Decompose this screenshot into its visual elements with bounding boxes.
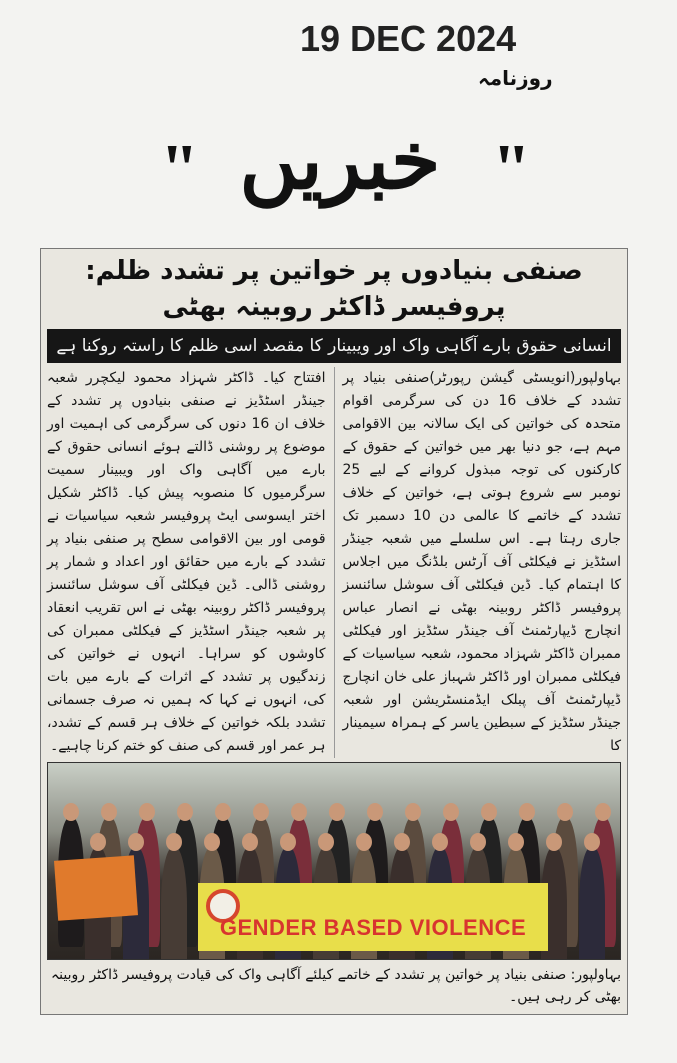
article-line: ڈاکٹر روبینہ بھٹی نے انصار عباس انچارج ڈیپارٹمنٹ <box>342 600 622 639</box>
crowd-person-head <box>443 803 459 821</box>
publication-date: 19 DEC 2024 <box>300 18 517 59</box>
crowd-person-head <box>90 833 106 851</box>
article-line: اہتمام کیا۔ ڈین فیکلٹی آف سوشل سائنسز پروفیسر <box>342 577 621 616</box>
article-line: آف جینڈر سٹڈیز اور فیکلٹی ممبران ڈاکٹر شہزاد محمود، <box>342 623 621 662</box>
crowd-person-head <box>204 833 220 851</box>
article-line: تشدد کے خلاف 16 دن کی سرگرمی اقوام متحدہ کی <box>342 393 621 432</box>
crowd-person <box>579 847 605 960</box>
placard <box>54 855 138 920</box>
article-line: پر شعبہ جینڈر اسٹڈیز کے فیکلٹی ممبران کی کاوشوں کو <box>47 623 326 662</box>
article-line: ہمیں نہ صرف جسمانی تشدد بلکہ خواتین کے خلاف ہر <box>47 692 326 731</box>
article-line: سراہا۔ انہوں نے خواتین کی زندگیوں پر تشدد کے <box>47 646 326 685</box>
article-line: سرگرمی کی اہمیت اور موضوع پر روشنی ڈالتے ہوئے <box>47 416 326 455</box>
crowd-person-head <box>280 833 296 851</box>
masthead-prefix: روزنامہ <box>478 66 553 90</box>
crowd-person-head <box>470 833 486 851</box>
masthead-quote-close: " <box>492 131 531 208</box>
article-photo <box>47 762 621 960</box>
news-clipping <box>40 248 628 1015</box>
crowd-person-head <box>318 833 334 851</box>
article-line: میں خواتین کے حقوق کے کارکنوں کی توجہ مبذول <box>342 439 621 478</box>
crowd-person-head <box>584 833 600 851</box>
article-line: انسانی حقوق کے بارے میں آگاہی واک اور ویبینار <box>47 439 326 478</box>
crowd-person-head <box>367 803 383 821</box>
crowd-person-head <box>101 803 117 821</box>
article-line: افتتاح کیا۔ ڈاکٹر شہزاد محمود لیکچرر شعبہ جینڈر اسٹڈیز <box>47 370 326 409</box>
crowd-person-head <box>139 803 155 821</box>
crowd-person-head <box>405 803 421 821</box>
article-headline: صنفی بنیادوں پر خواتین پر تشدد ظلم: پروفیسر ڈاکٹر روبینہ بھٹی <box>85 256 583 322</box>
article-line: الاقوامی سطح پر صنفی بنیاد پر تشدد کے بارے میں حقائق <box>47 531 326 570</box>
crowd-person-head <box>329 803 345 821</box>
crowd-person-head <box>432 833 448 851</box>
article-line: نے صنفی بنیادوں پر تشدد کے خلاف ان 16 دنوں کی <box>47 393 326 432</box>
crowd-person-head <box>394 833 410 851</box>
article-line: سمیت سرگرمیوں کا منصوبہ پیش کیا۔ ڈاکٹر شکیل اختر <box>47 462 326 524</box>
article-line: اثرات کے بارے میں بات کی، انہوں نے کہا کہ <box>47 669 326 708</box>
crowd-person-head <box>253 803 269 821</box>
crowd-person-head <box>128 833 144 851</box>
article-body <box>47 367 621 758</box>
photo-caption: بہاولپور: صنفی بنیاد پر خواتین پر تشدد کے خاتمے کیلئے آگاہی واک کی قیادت پروفیسر ڈاکٹر روبینہ بھٹی کر رہی ہیں۔ <box>50 967 621 1005</box>
crowd-person-head <box>481 803 497 821</box>
article-line: اور اعداد و شمار پر روشنی ڈالی۔ ڈین فیکلٹی آف سوشل <box>47 554 326 593</box>
crowd-person-head <box>356 833 372 851</box>
article-line: شعبہ جینڈر سٹڈیز کے سبطین یاسر کے ہمراہ سیمینار کا <box>342 692 621 754</box>
article-subheadline: انسانی حقوق بارے آگاہی واک اور ویبینار کا مقصد اسی ظلم کا راستہ روکنا ہے <box>47 329 621 363</box>
masthead-quote-open: " <box>160 131 199 208</box>
article-line: خواتین کی ایک سالانہ بین الاقوامی مہم ہے، جو دنیا بھر <box>342 416 622 455</box>
photo-banner <box>198 883 548 951</box>
crowd-person-head <box>215 803 231 821</box>
article-line: خان انچارج ڈیپارٹمنٹ آف پبلک ایڈمنسٹریشن اور <box>342 669 621 708</box>
masthead-logo: خبریں <box>239 113 441 207</box>
article-line: سائنسز پروفیسر ڈاکٹر روبینہ بھٹی نے اس تقریب انعقاد <box>47 577 326 616</box>
article-line: بہاولپور(انویسٹی گیشن رپورٹر)صنفی بنیاد پر <box>342 370 621 386</box>
article-line: کروانے کے لیے 25 نومبر سے شروع ہوتی ہے، <box>342 462 622 501</box>
article-column-right <box>334 367 622 758</box>
article-line: قسم کے تشدد، ہر عمر اور قسم کی صنف کو ختم کرنا چاہیے۔ <box>47 715 326 754</box>
crowd-person-head <box>63 803 79 821</box>
crowd-person <box>161 847 187 960</box>
crowd-person-head <box>595 803 611 821</box>
article-line: ایسوسی ایٹ پروفیسر شعبہ سیاسیات نے قومی اور بین <box>47 508 326 547</box>
crowd-person-head <box>177 803 193 821</box>
article-line: دسمبر تک جاری رہتا ہے۔ اس سلسلے میں شعبہ جینڈر <box>342 508 621 547</box>
crowd-person-head <box>519 803 535 821</box>
article-column-left <box>47 367 326 758</box>
crowd-person-head <box>242 833 258 851</box>
crowd-person-head <box>166 833 182 851</box>
crowd-person-head <box>557 803 573 821</box>
article-line: شعبہ سیاسیات کے فیکلٹی ممبران اور ڈاکٹر شہباز علی <box>342 646 621 685</box>
crowd-person-head <box>291 803 307 821</box>
article-line: اسٹڈیز نے فیکلٹی آف آرٹس بلڈنگ میں اجلاس کا <box>342 554 621 593</box>
photo-banner-text: GENDER BASED VIOLENCE <box>219 915 527 940</box>
article-line: خواتین کے خلاف تشدد کے خاتمے کا عالمی دن 10 <box>342 485 622 524</box>
crowd-person-head <box>546 833 562 851</box>
crowd-person-head <box>508 833 524 851</box>
